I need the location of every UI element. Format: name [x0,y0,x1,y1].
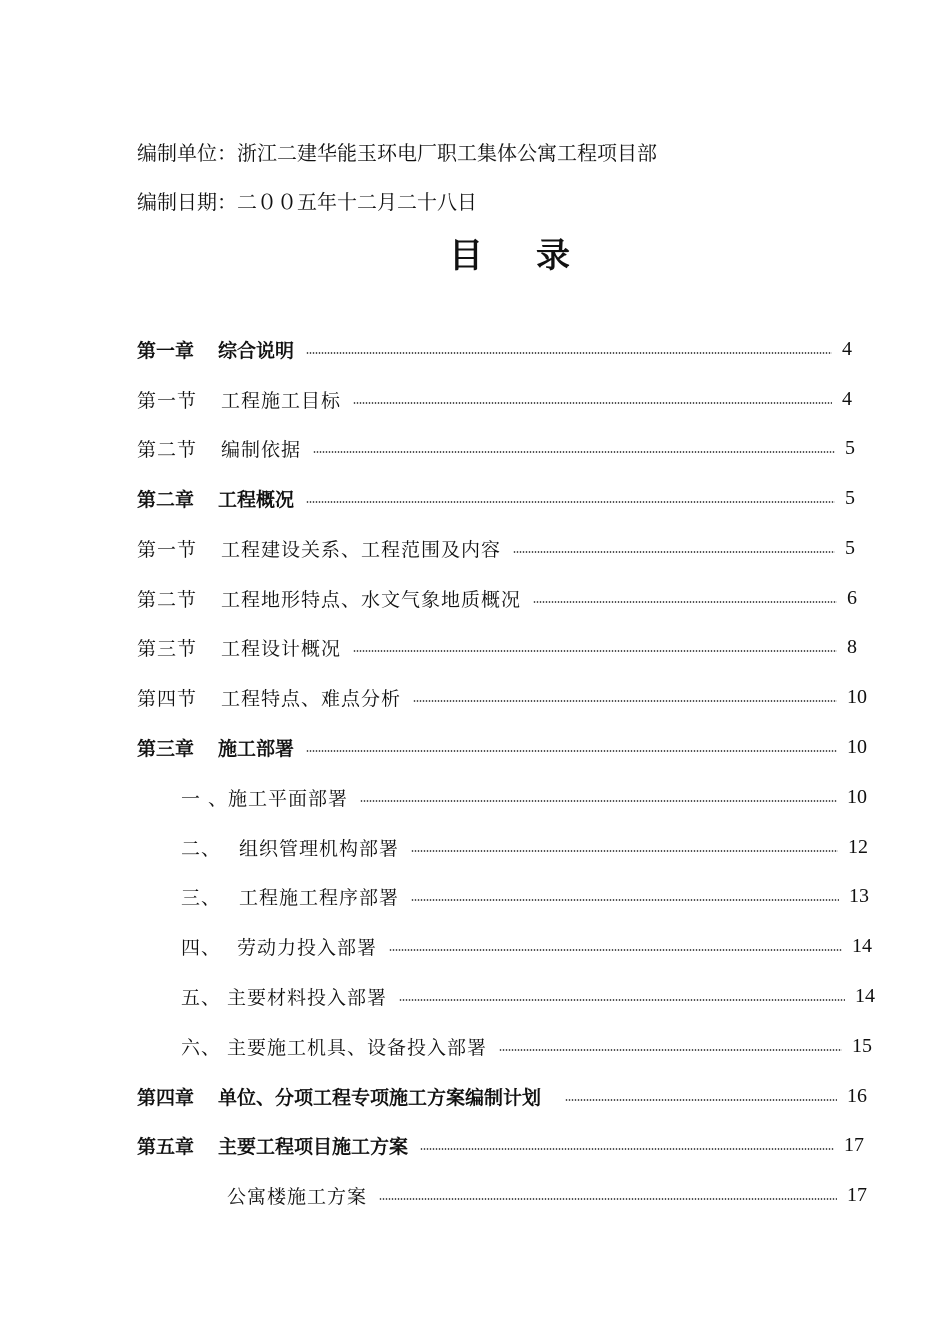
toc-entry-label: 第三章 施工部署 [137,737,295,760]
toc-row[interactable] [181,881,869,911]
toc-entry-label: 二、 组织管理机构部署 [181,837,400,860]
toc-row[interactable] [181,931,872,961]
toc-page-number: 17 [847,1183,867,1206]
toc-entry-label: 第四节 工程特点、难点分析 [137,687,402,710]
toc-title [0,228,950,276]
toc-row[interactable] [137,1130,864,1160]
toc-entry-label: 第三节 工程设计概况 [137,637,342,660]
dot-leader [306,501,835,503]
dot-leader [420,1148,834,1150]
dot-leader [389,949,842,951]
toc-page-number: 5 [845,436,855,459]
toc-page-number: 10 [847,735,867,758]
toc-page-number: 15 [852,1034,872,1057]
toc-page-number: 8 [847,635,857,658]
toc-page-number: 14 [855,984,875,1007]
dot-leader [360,800,837,802]
toc-page-number: 14 [852,934,872,957]
toc-row[interactable] [137,384,852,414]
dot-leader [379,1198,837,1200]
toc-row[interactable] [181,1031,872,1061]
toc-page-number: 4 [842,337,852,360]
toc-title-char-1: 目 [449,236,483,276]
dot-leader [306,352,832,354]
dot-leader [353,650,837,652]
toc-page-number: 17 [844,1133,864,1156]
toc-row[interactable] [181,832,868,862]
toc-row[interactable] [137,1081,867,1111]
toc-row[interactable] [137,334,852,364]
dot-leader [533,601,837,603]
toc-page-number: 16 [847,1084,867,1107]
toc-page-number: 10 [847,785,867,808]
compiling-date: 编制日期：二００五年十二月二十八日 [137,190,477,214]
toc-entry-label: 第二节 编制依据 [137,438,302,461]
dot-leader [306,750,837,752]
toc-row[interactable] [137,583,857,613]
compiling-unit: 编制单位：浙江二建华能玉环电厂职工集体公寓工程项目部 [137,141,657,165]
toc-row[interactable] [137,732,867,762]
toc-page-number: 6 [847,586,857,609]
dot-leader [565,1099,837,1101]
dot-leader [513,551,835,553]
toc-entry-label: 公寓楼施工方案 [227,1185,368,1208]
toc-entry-label: 第二节 工程地形特点、水文气象地质概况 [137,588,522,611]
toc-page-number: 5 [845,536,855,559]
dot-leader [353,402,832,404]
toc-title-char-2: 录 [536,236,570,276]
toc-entry-label: 四、 劳动力投入部署 [181,936,378,959]
toc-entry-label: 第二章 工程概况 [137,488,295,511]
dot-leader [399,999,845,1001]
toc-entry-label: 三、 工程施工程序部署 [181,886,400,909]
toc-page-number: 4 [842,387,852,410]
dot-leader [411,899,839,901]
toc-row[interactable] [137,483,855,513]
toc-entry-label: 一 、施工平面部署 [181,787,349,810]
dot-leader [313,451,835,453]
toc-entry-label: 第一章 综合说明 [137,339,295,362]
dot-leader [411,850,838,852]
toc-entry-label: 六、 主要施工机具、设备投入部署 [181,1036,488,1059]
dot-leader [499,1049,842,1051]
toc-page-number: 13 [849,884,869,907]
toc-entry-label: 第一节 工程建设关系、工程范围及内容 [137,538,502,561]
toc-entry-label: 第五章 主要工程项目施工方案 [137,1135,409,1158]
toc-row[interactable] [181,981,875,1011]
toc-row[interactable] [137,533,855,563]
toc-page-number: 12 [848,835,868,858]
toc-row[interactable] [137,433,855,463]
toc-entry-label: 第四章 单位、分项工程专项施工方案编制计划 [137,1086,542,1109]
toc-row[interactable] [137,632,857,662]
toc-row[interactable] [227,1180,867,1210]
toc-row[interactable] [137,682,867,712]
toc-page-number: 10 [847,685,867,708]
toc-entry-label: 五、 主要材料投入部署 [181,986,388,1009]
toc-entry-label: 第一节 工程施工目标 [137,389,342,412]
toc-row[interactable] [181,782,867,812]
dot-leader [413,700,837,702]
toc-page-number: 5 [845,486,855,509]
